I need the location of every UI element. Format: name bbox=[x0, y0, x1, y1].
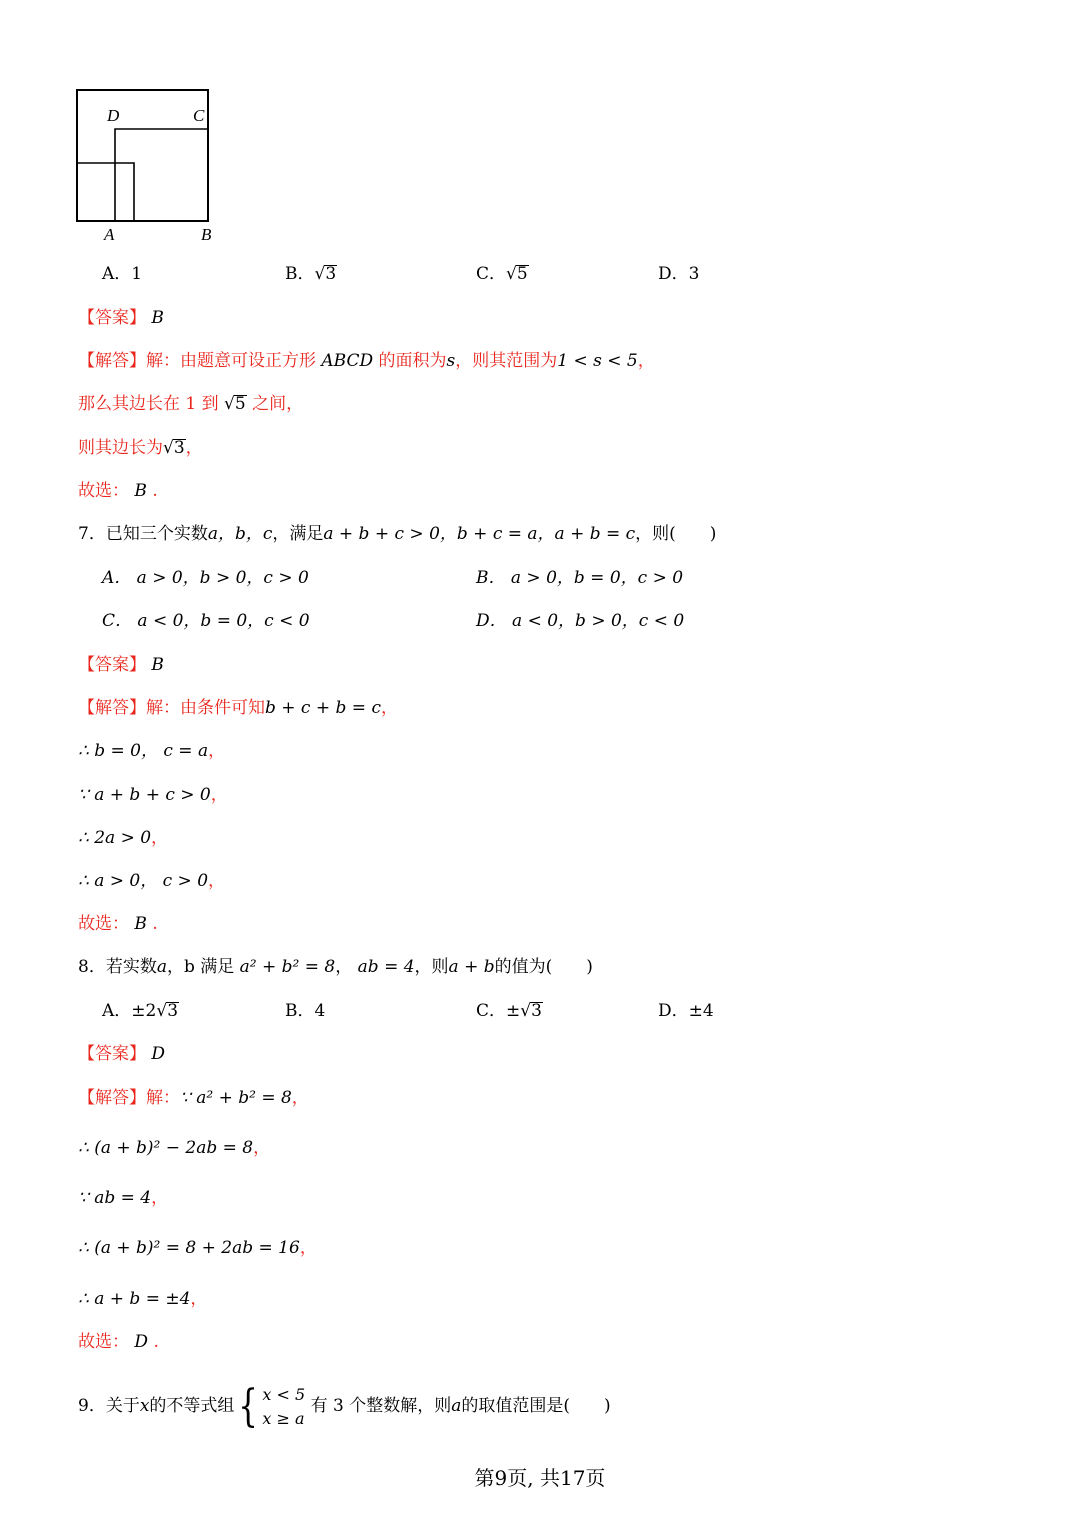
q9-stem: 9．关于x的不等式组{ x < 5 x ≥ a 有 3 个整数解，则a的取值范围是( ) bbox=[78, 1380, 611, 1432]
label-D: D bbox=[107, 106, 120, 125]
q6-option-a: A．1 bbox=[102, 264, 143, 284]
q7-option-b: B． a > 0，b = 0，c > 0 bbox=[476, 568, 684, 588]
label-C: C bbox=[193, 106, 205, 125]
q8-option-c: C．±√3 bbox=[476, 1001, 542, 1021]
q6-solution-line-1: 【解答】解：由题意可设正方形 ABCD 的面积为s，则其范围为1 < s < 5， bbox=[78, 351, 655, 371]
label-A: A bbox=[104, 225, 115, 244]
q7-stem: 7．已知三个实数a，b，c，满足a + b + c > 0，b + c = a，a + b = c，则( ) bbox=[78, 524, 717, 544]
q7-option-d: D． a < 0，b > 0，c < 0 bbox=[476, 611, 685, 631]
q7-choose: 故选： B . bbox=[78, 914, 158, 934]
q8-step-5: ∴ a + b = ±4， bbox=[78, 1289, 208, 1309]
q6-solution-line-3: 则其边长为√3， bbox=[78, 438, 203, 458]
q8-option-a: A．±2√3 bbox=[102, 1001, 179, 1021]
q8-step-4: ∴ (a + b)² = 8 + 2ab = 16， bbox=[78, 1238, 317, 1258]
q8-choose: 故选： D . bbox=[78, 1332, 159, 1352]
q7-step-4: ∴ a > 0， c > 0， bbox=[78, 871, 226, 891]
square-figure bbox=[60, 80, 240, 250]
q7-solution-line-1: 【解答】解：由条件可知b + c + b = c， bbox=[78, 698, 398, 718]
q8-answer: 【答案】 D bbox=[78, 1044, 166, 1064]
q6-answer: 【答案】 B bbox=[78, 308, 164, 328]
q7-step-3: ∴ 2a > 0， bbox=[78, 828, 169, 848]
q6-option-c: C．√5 bbox=[476, 264, 528, 284]
q7-step-1: ∴ b = 0， c = a， bbox=[78, 741, 226, 761]
q7-option-a: A． a > 0，b > 0，c > 0 bbox=[102, 568, 309, 588]
q8-step-3: ∵ ab = 4， bbox=[78, 1188, 169, 1208]
q6-option-d: D．3 bbox=[658, 264, 700, 284]
q7-option-c: C． a < 0，b = 0，c < 0 bbox=[102, 611, 310, 631]
q8-option-d: D．±4 bbox=[658, 1001, 714, 1021]
q6-option-b: B．√3 bbox=[285, 264, 337, 284]
page-footer: 第9页, 共17页 bbox=[474, 1466, 606, 1490]
q8-step-2: ∴ (a + b)² − 2ab = 8， bbox=[78, 1138, 271, 1158]
q6-choose: 故选： B . bbox=[78, 481, 158, 501]
q7-step-2: ∵ a + b + c > 0， bbox=[78, 785, 228, 805]
q8-solution-line-1: 【解答】解：∵ a² + b² = 8， bbox=[78, 1088, 309, 1108]
q7-answer: 【答案】 B bbox=[78, 655, 164, 675]
label-B: B bbox=[201, 225, 212, 244]
q8-option-b: B．4 bbox=[285, 1001, 326, 1021]
q8-stem: 8．若实数a，b 满足 a² + b² = 8， ab = 4，则a + b的值为( ) bbox=[78, 957, 593, 977]
q9-inequality-system: x < 5 x ≥ a bbox=[262, 1384, 306, 1428]
q6-solution-line-2: 那么其边长在 1 到 √5 之间， bbox=[78, 394, 304, 414]
